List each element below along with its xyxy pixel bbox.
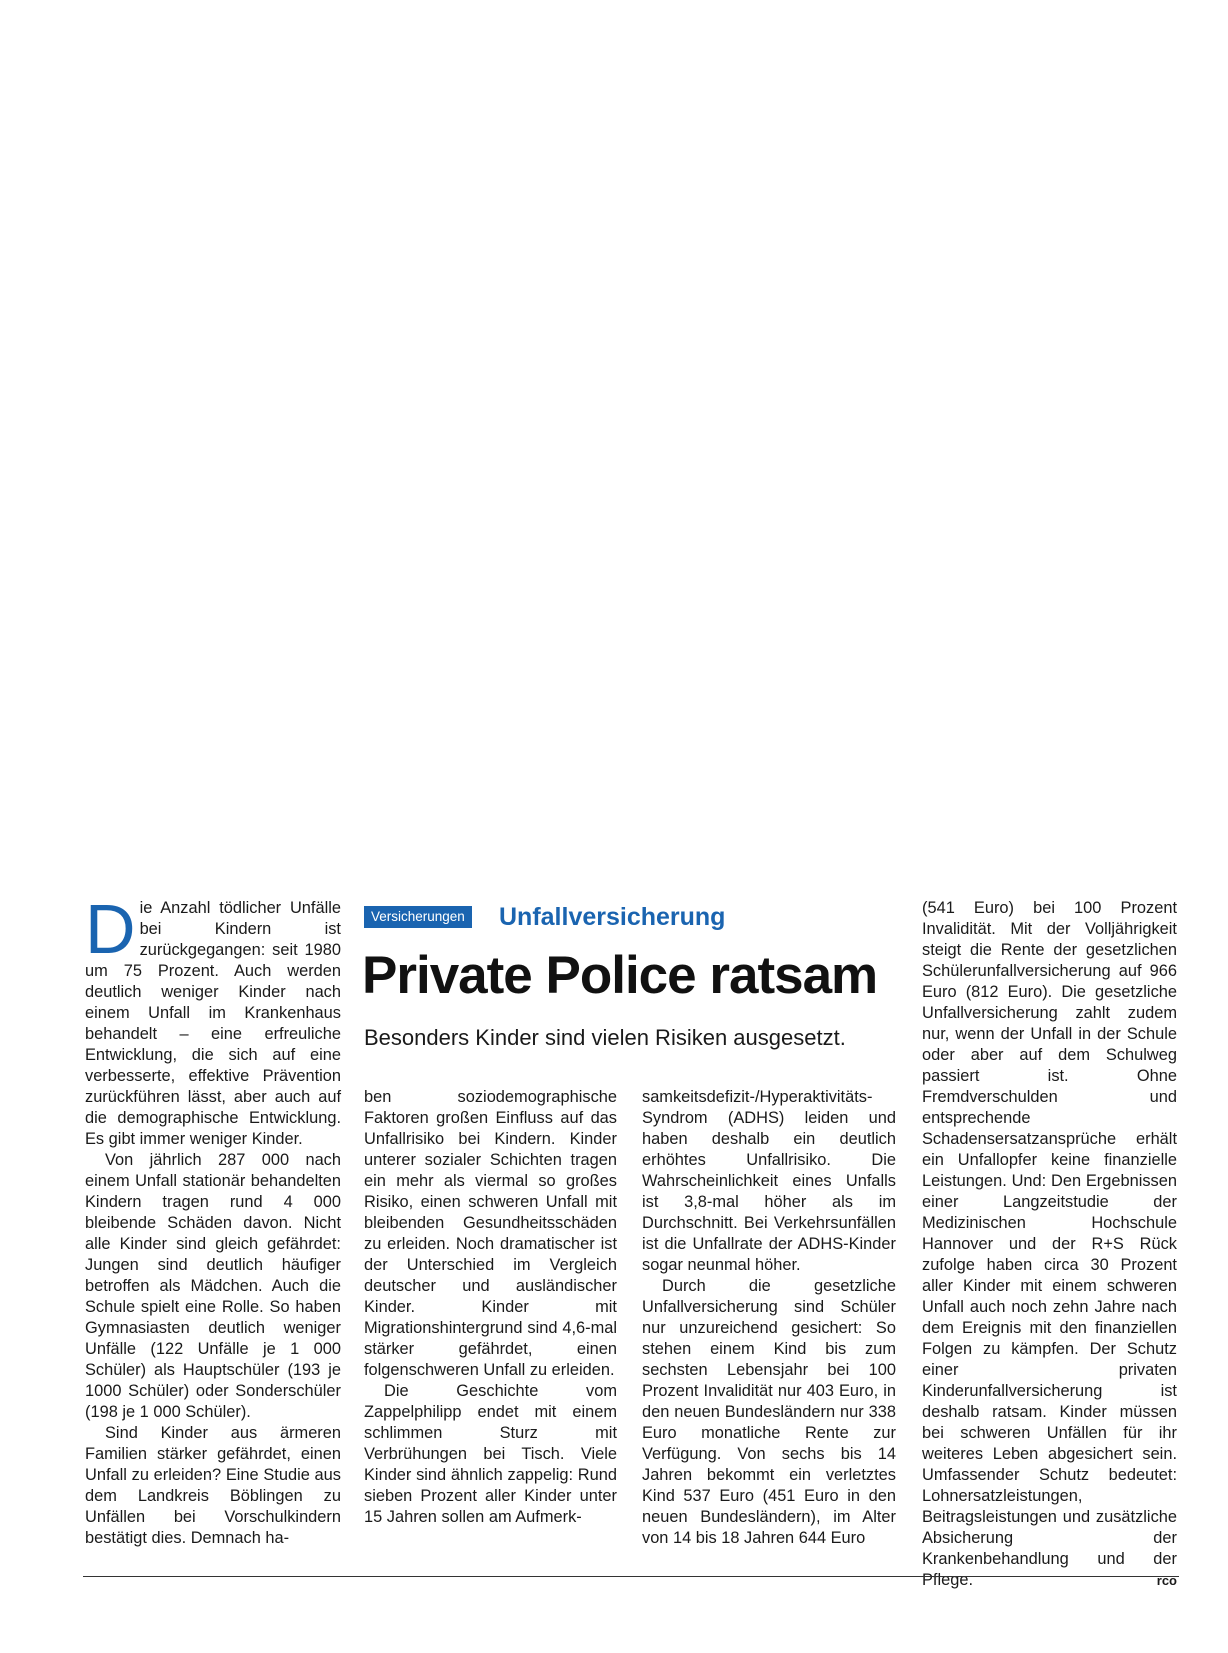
paragraph-text: (541 Euro) bei 100 Prozent Invalidität. Mit der Volljährigkeit steigt die Rente der gesetzlichen Schülerunfallversicherung auf 966 Euro (812 Euro). Die gesetzliche Unfallversicherung zahlt zudem nur, wenn der Unfall in der Schule oder aber auf dem Schulweg passiert ist. Ohne Fremdverschulden und entsprechende Schadensersatzansprüche erhält ein Unfallopfer keine finanzielle Leistungen. Und: Den Ergebnissen einer Langzeitstudie der Medizinischen Hochschule Hannover und der R+S Rück zufolge haben circa 30 Prozent aller Kinder mit einem schweren Unfall auch noch zehn Jahre nach dem Ereignis mit den finanziellen Folgen zu kämpfen. Der Schutz einer privaten Kinderunfallversicherung ist deshalb ratsam. Kinder müssen bei schweren Unfällen für ihr weiteres Leben abgesichert sein. Umfassender Schutz bedeutet: Lohnersatzleistungen, Beitragsleistungen und zusätzliche Absicherung der Krankenbehandlung und der Pflege. bbox=[922, 899, 1177, 1589]
paragraph: ben soziodemographische Faktoren großen Einfluss auf das Unfallrisiko bei Kindern. Kinder unterer sozialer Schichten tragen ein mehr als viermal so großes Risiko, einen schweren Unfall mit bleibenden Gesundheitsschäden zu erleiden. Noch dramatischer ist der Unterschied im Vergleich deutscher und ausländischer Kinder. Kinder mit Migrationshintergrund sind 4,6-mal stärker gefährdet, einen folgenschweren Unfall zu erleiden. bbox=[364, 1088, 617, 1379]
paragraph: Von jährlich 287 000 nach einem Unfall stationär behandelten Kindern tragen rund 4 000 bleibende Schäden davon. Nicht alle Kinder sind gleich gefährdet: Jungen sind deutlich häufiger betroffen als Mädchen. Auch die Schule spielt eine Rolle. So haben Gymnasiasten deutlich weniger Unfälle (122 Unfälle je 1 000 Schüler) als Hauptschüler (193 je 1000 Schüler) oder Sonderschüler (198 je 1 000 Schüler). bbox=[85, 1151, 341, 1421]
paragraph: Sind Kinder aus ärmeren Familien stärker gefährdet, einen Unfall zu erleiden? Eine Studie aus dem Landkreis Böblingen zu Unfällen bei Vorschulkindern bestätigt dies. Demnach ha- bbox=[85, 1424, 341, 1547]
article-kicker: Unfallversicherung bbox=[499, 903, 726, 931]
paragraph: Die Geschichte vom Zappelphilipp endet mit einem schlimmen Sturz mit Verbrühungen bei Tisch. Viele Kinder sind ähnlich zappelig: Rund sieben Prozent aller Kinder unter 15 Jahren sollen am Aufmerk- bbox=[364, 1382, 617, 1526]
paragraph: Durch die gesetzliche Unfallversicherung sind Schüler nur unzureichend gesichert: So stehen einem Kind bis zum sechsten Lebensjahr bei 100 Prozent Invalidität nur 403 Euro, in den neuen Bundesländern nur 338 Euro monatliche Rente zur Verfügung. Von sechs bis 14 Jahren bekommt ein verletztes Kind 537 Euro (451 Euro in den neuen Bundesländern), im Alter von 14 bis 18 Jahren 644 Euro bbox=[642, 1277, 896, 1547]
article-subheadline: Besonders Kinder sind vielen Risiken ausgesetzt. bbox=[364, 1025, 846, 1050]
article-column-3 bbox=[642, 1087, 896, 1549]
paragraph bbox=[922, 898, 1177, 1591]
article-column-2 bbox=[364, 1087, 617, 1528]
author-initials: rco bbox=[1156, 1573, 1177, 1588]
article-column-4 bbox=[922, 898, 1177, 1591]
paragraph-text: ie Anzahl tödlicher Unfälle bei Kindern ist zurückgegangen: seit 1980 um 75 Prozent. Auch werden deutlich weniger Kinder nach einem Unfall im Krankenhaus behandelt – eine erfreuliche Entwicklung, die sich auf eine verbesserte, effektive Prävention zurückführen lässt, aber auch auf die demographische Entwicklung. Es gibt immer weniger Kinder. bbox=[85, 899, 341, 1148]
rubric-badge: Versicherungen bbox=[364, 906, 472, 928]
drop-cap: D bbox=[85, 890, 136, 968]
article-column-1 bbox=[85, 890, 341, 1549]
article-headline: Private Police ratsam bbox=[362, 946, 878, 1005]
bottom-rule bbox=[83, 1576, 1179, 1577]
paragraph: samkeitsdefizit-/Hyperaktivitäts-Syndrom (ADHS) leiden und haben deshalb ein deutlich erhöhtes Unfallrisiko. Die Wahrscheinlichkeit eines Unfalls ist 3,8-mal höher als im Durchschnitt. Bei Verkehrsunfällen ist die Unfallrate der ADHS-Kinder sogar neunmal höher. bbox=[642, 1088, 896, 1274]
paragraph bbox=[85, 890, 341, 1150]
